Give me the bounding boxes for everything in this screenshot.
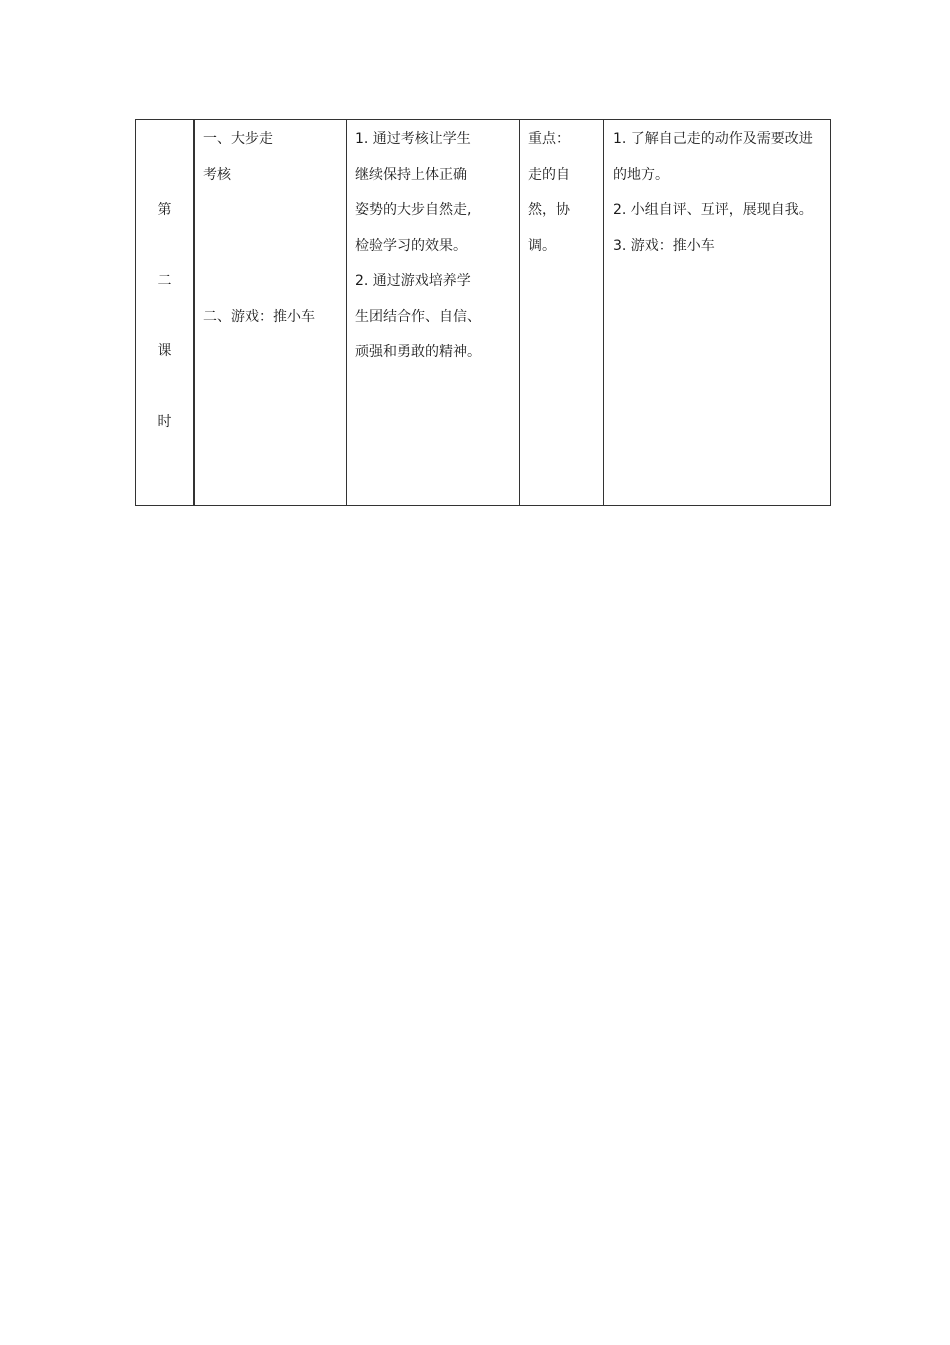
content-line: 一、大步走 <box>203 131 273 147</box>
objective-line: 姿势的大步自然走, <box>355 202 472 218</box>
key-point-line: 重点： <box>528 131 570 147</box>
activity-line: 3. 游戏：推小车 <box>613 237 715 254</box>
key-points-cell <box>520 120 604 506</box>
lesson-plan-table <box>135 119 831 506</box>
objective-line: 1. 通过考核让学生 <box>355 131 471 147</box>
period-char: 二 <box>157 273 172 289</box>
period-char: 第 <box>157 202 172 218</box>
period-label <box>136 120 193 505</box>
activity-line: 2. 小组自评、互评，展现自我。 <box>613 202 813 218</box>
content-line: 考核 <box>203 166 231 183</box>
objectives-cell <box>347 120 520 506</box>
key-point-line: 调。 <box>528 237 556 254</box>
objective-line: 继续保持上体正确 <box>355 166 467 183</box>
objective-line: 生团结合作、自信、 <box>355 308 481 325</box>
objective-line: 检验学习的效果。 <box>355 237 467 254</box>
activity-line: 1. 了解自己走的动作及需要改进 <box>613 131 813 147</box>
period-cell <box>136 120 195 506</box>
table-row <box>136 120 831 506</box>
objective-line: 顽强和勇敢的精神。 <box>355 344 481 360</box>
period-char: 课 <box>157 343 172 359</box>
activity-line: 的地方。 <box>613 166 669 183</box>
activities-cell <box>604 120 831 506</box>
content-cell <box>194 120 347 506</box>
period-char: 时 <box>157 414 172 430</box>
objective-line: 2. 通过游戏培养学 <box>355 273 471 289</box>
key-point-line: 走的自 <box>528 166 570 183</box>
content-line: 二、游戏：推小车 <box>203 309 315 325</box>
key-point-line: 然，协 <box>528 202 570 218</box>
